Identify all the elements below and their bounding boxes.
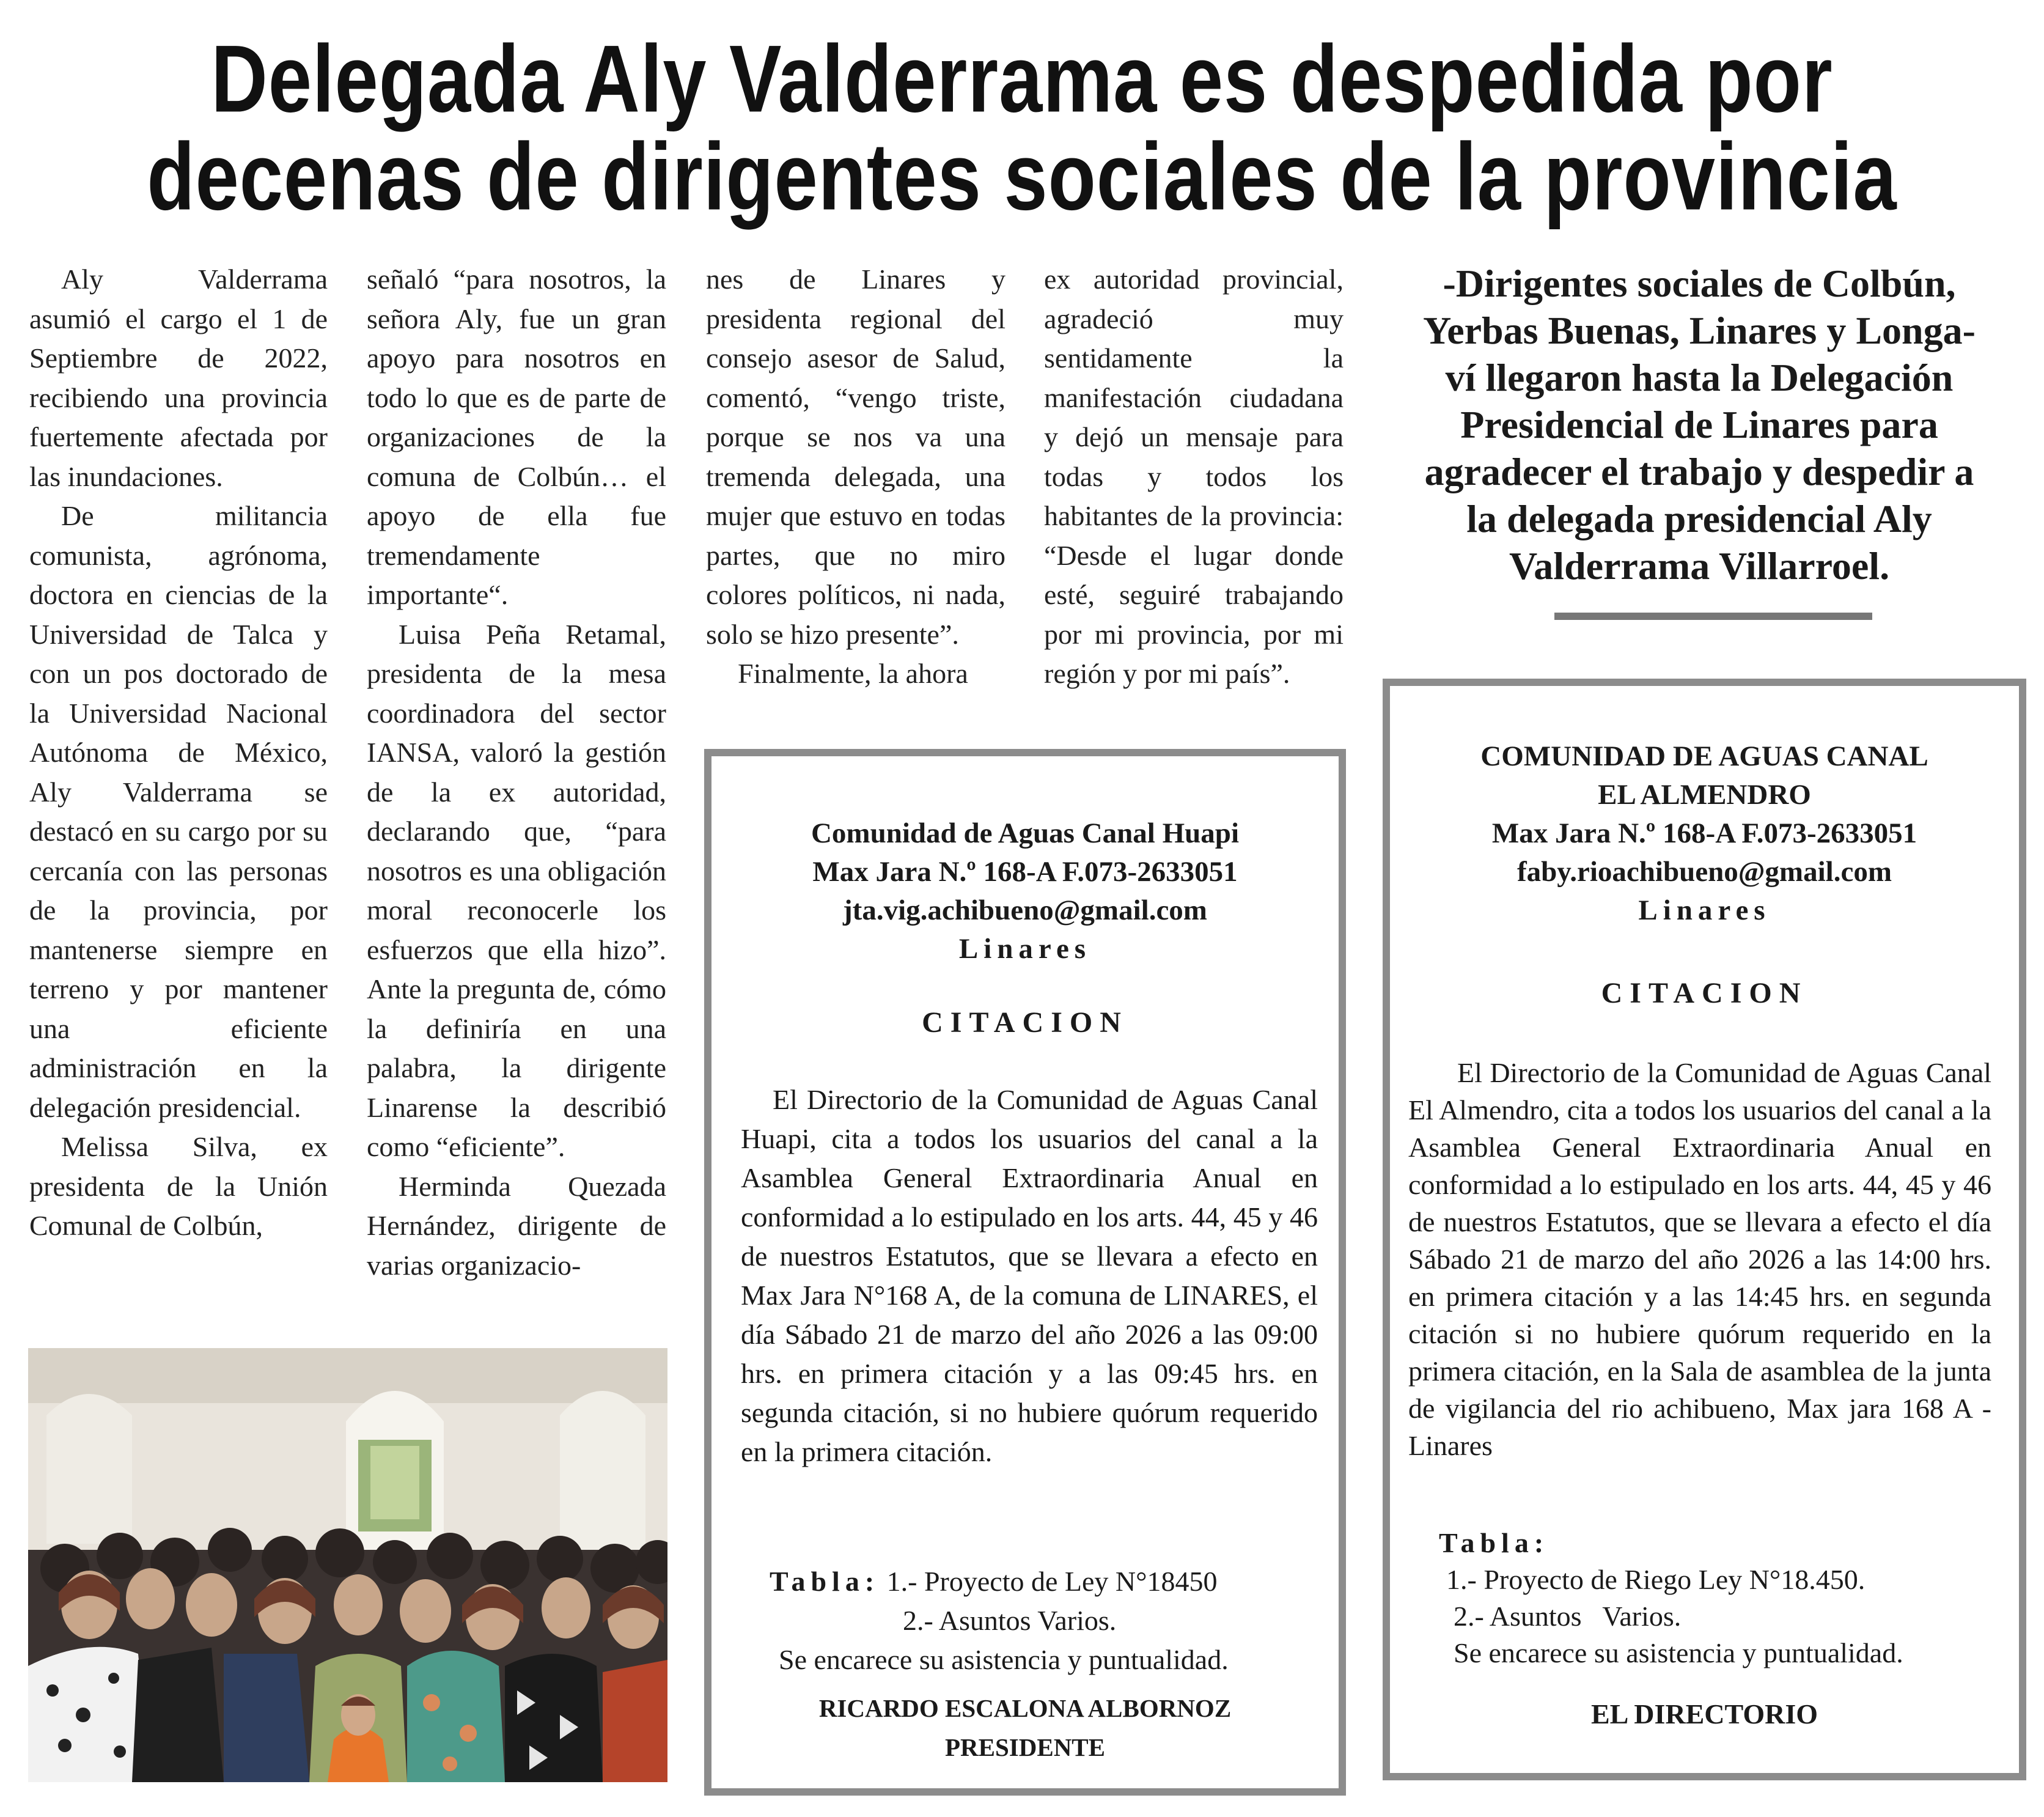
notice-closing: Se encarece su asistencia y puntualidad. [779,1644,1229,1675]
subhead-line: agradecer el trabajo y despedir a [1424,450,1974,493]
article-column-3 [706,260,1005,694]
org-name: Comunidad de Aguas Canal Huapi [811,817,1240,849]
notice-signature [711,1689,1339,1767]
agenda-item: 1.- Proyecto de Riego Ley N°18.450. [1446,1564,1866,1595]
notice-text: El Directorio de la Comunidad de Aguas Canal Huapi, cita a todos los usuarios del canal a la Asamblea General Extraordinaria Anual en conformidad a lo estipulado en los arts. 44, 45 y 46 de nuestros Estatutos, que se llevara a efecto en Max Jara N°168 A, de la comuna de LINARES, el día Sábado 21 de marzo del año 2026 a las 09:00 hrs. en primera citación y a las 09:45 hrs. en segunda citación, si no hubiere quórum requerido en la primera citación. [741,1084,1318,1467]
org-name: COMUNIDAD DE AGUAS CANAL [1480,740,1928,772]
notice-closing: Se encarece su asistencia y puntualidad. [1454,1637,1903,1668]
paragraph: señaló “para nosotros, la señora Aly, fue un gran apoyo para nosotros en todo lo que es de parte de organizaciones de la comuna de Colbún… el apoyo de ella fue tremendamente importante“. [367,264,666,610]
paragraph: Melissa Silva, ex presidenta de la Unión Comunal de Colbún, [29,1131,328,1241]
notice-agenda [770,1562,1320,1679]
paragraph: Herminda Quezada Hernández, dirigente de varias organizacio- [367,1170,666,1281]
agenda-item: 2.- Asuntos Varios. [1454,1601,1682,1632]
notice-body [1408,1054,1991,1464]
article-column-2 [367,260,666,1285]
article-column-1 [29,260,328,1246]
subhead-line: Valderrama Villarroel. [1509,544,1890,588]
headline-line-1: Delegada Aly Valderrama es despedida por [211,26,1833,133]
crowd-photo [28,1348,667,1782]
org-address: Max Jara N.º 168-A F.073-2633051 [812,856,1238,888]
notice-title: CITACION [1601,977,1808,1009]
notice-title: CITACION [922,1006,1128,1039]
paragraph: Finalmente, la ahora [738,658,968,689]
org-city: Linares [1638,894,1771,926]
subhead-line: -Dirigentes sociales de Colbún, [1443,262,1956,305]
headline-line-2: decenas de dirigentes sociales de la provincia [147,123,1897,230]
subheadline [1388,260,2011,589]
article-column-4 [1044,260,1344,694]
agenda-label: Tabla: [1439,1527,1550,1558]
org-email: faby.rioachibueno@gmail.com [1517,856,1892,888]
subhead-line: ví llegaron hasta la Delegación [1445,356,1954,399]
subhead-line: Presidencial de Linares para [1460,403,1938,446]
agenda-item: 1.- Proyecto de Ley N°18450 [886,1566,1218,1597]
subhead-line: la delegada presidencial Aly [1466,497,1932,540]
signer-role: PRESIDENTE [944,1733,1105,1761]
agenda-label: Tabla: [770,1566,880,1597]
paragraph: Aly Valderrama asumió el cargo el 1 de Septiembre de 2022, recibiendo una provincia fuertemente afectada por las inundaciones. [29,264,328,492]
signer-name: EL DIRECTORIO [1590,1698,1818,1730]
subhead-line: Yerbas Buenas, Linares y Longa- [1423,309,1976,352]
notice-header [711,814,1339,968]
notice-header [1390,737,2019,930]
notice-canal-huapi [704,749,1346,1796]
divider-rule [1554,613,1872,620]
notice-body [741,1080,1318,1472]
org-name-line-2: EL ALMENDRO [1598,779,1811,811]
paragraph: De militancia comunista, agrónoma, doctora en ciencias de la Universidad de Talca y con un pos doctorado de la Universidad Nacional Autónoma de México, Aly Valderrama se destacó en su cargo por su cercanía con las personas de la provincia, por mantenerse siempre en terreno y por mantener una eficiente administración en la delegación presidencial. [29,500,328,1123]
org-email: jta.vig.achibueno@gmail.com [843,894,1207,926]
org-address: Max Jara N.º 168-A F.073-2633051 [1491,817,1917,849]
paragraph: nes de Linares y presidenta regional del consejo asesor de Salud, comentó, “vengo triste, porque se nos va una tremenda delegada, una mujer que estuvo en todas partes, que no miro colores políticos, ni nada, solo se hizo presente”. [706,264,1005,650]
agenda-item: 2.- Asuntos Varios. [903,1605,1117,1636]
paragraph: Luisa Peña Retamal, presidenta de la mesa coordinadora del sector IANSA, valoró la gestión de la ex autoridad, declarando que, “para nosotros es una obligación moral reconocerle los esfuerzos que ella hizo”. Ante la pregunta de, cómo la definiría en una palabra, la dirigente Linarense la describió como “eficiente”. [367,618,666,1162]
notice-agenda [1439,1525,2001,1671]
notice-text: El Directorio de la Comunidad de Aguas Canal El Almendro, cita a todos los usuarios del canal a la Asamblea General Extraordinaria Anual en conformidad a lo estipulado en los arts. 44, 45 y 46 de nuestros Estatutos, que se llevara a efecto el día Sábado 21 de marzo del año 2026 a las 14:00 hrs. en primera citación y a las 14:45 hrs. en segunda citación si no hubiere quórum requerido en la primera citación, en la Sala de asamblea de la junta de vigilancia del rio achibueno, Max jara 168 A - Linares [1408,1057,1991,1461]
paragraph: ex autoridad provincial, agradeció muy sentidamente la manifestación ciudadana y dejó un mensaje para todas y todos los habitantes de la provincia: “Desde el lugar donde esté, seguiré trabajando por mi provincia, por mi región y por mi país”. [1044,264,1344,689]
org-city: Linares [958,933,1092,965]
notice-canal-el-almendro [1383,679,2026,1780]
signer-name: RICARDO ESCALONA ALBORNOZ [818,1694,1232,1722]
